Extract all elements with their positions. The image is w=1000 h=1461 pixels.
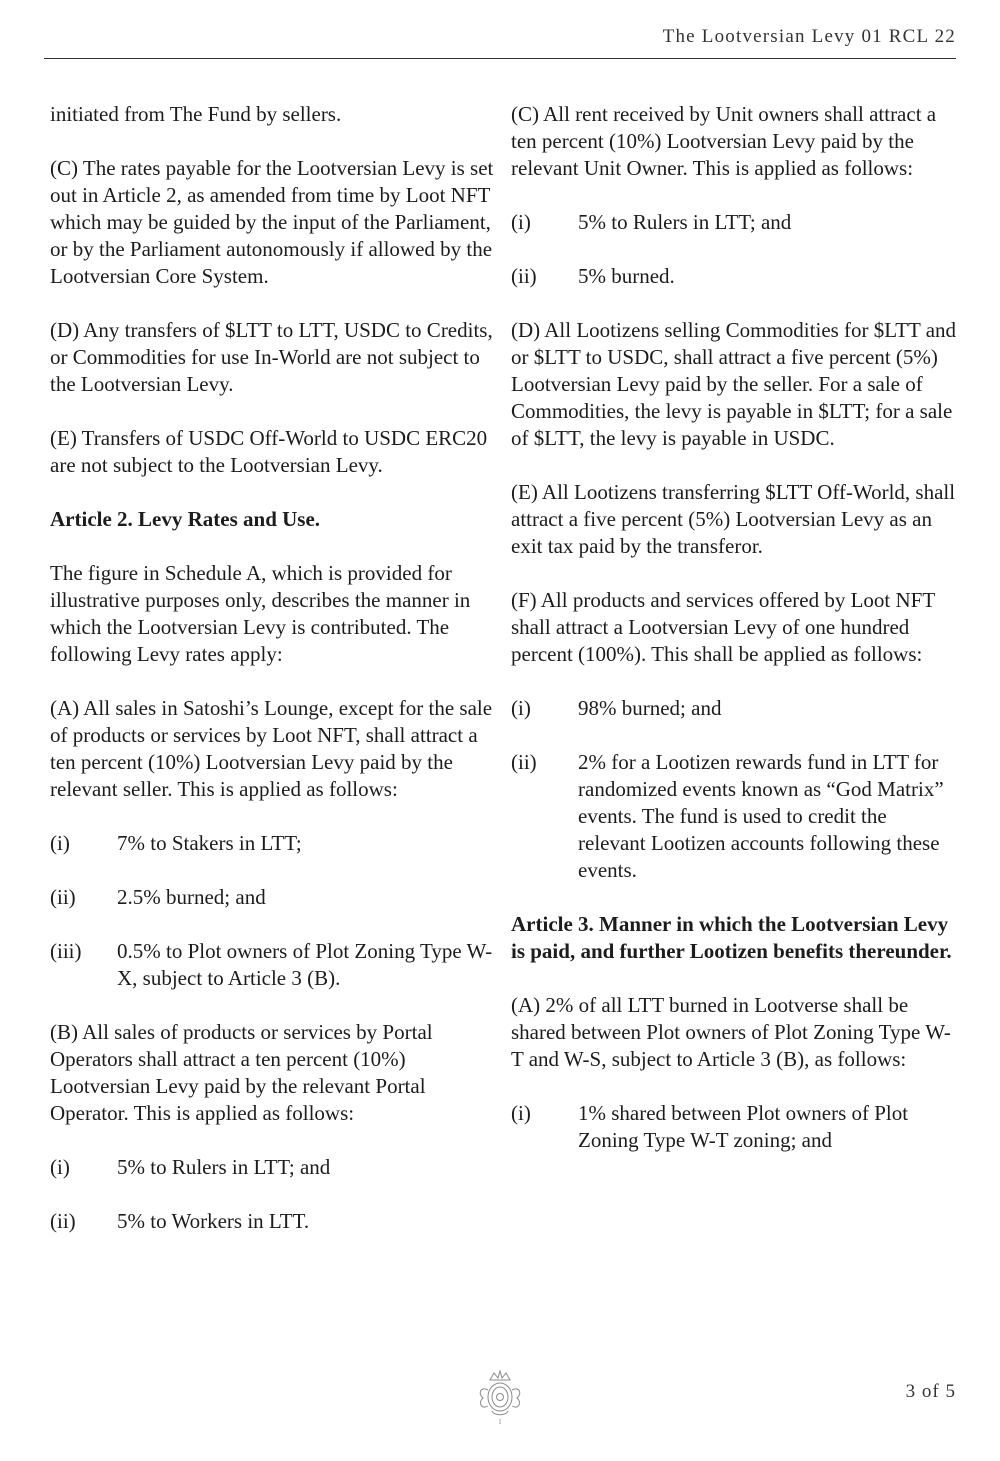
list-item [50,830,498,857]
paragraph: initiated from The Fund by sellers. [50,102,342,126]
paragraph: The figure in Schedule A, which is provided for illustrative purposes only, describes the manner in which the Lootversian Levy is contributed. The following Levy rates apply: [50,561,471,666]
paragraph: (C) All rent received by Unit owners shall attract a ten percent (10%) Lootversian Levy paid by the relevant Unit Owner. This is applied as follows: [511,102,937,180]
right-column [511,101,959,1181]
list-item [511,1100,959,1154]
list-number: (ii) [50,1209,76,1233]
paragraph: (A) 2% of all LTT burned in Lootverse shall be shared between Plot owners of Plot Zoning Type W-T and W-S, subject to Article 3 (B), as follows: [511,993,951,1071]
paragraph: (D) All Lootizens selling Commodities for $LTT and or $LTT to USDC, shall attract a five percent (5%) Lootversian Levy paid by the seller. For a sale of Commodities, the levy is payable in $LTT; for a sale of $LTT, the levy is payable in USDC. [511,318,957,450]
list-text: 0.5% to Plot owners of Plot Zoning Type W-X, subject to Article 3 (B). [117,939,493,990]
paragraph: (C) The rates payable for the Lootversian Levy is set out in Article 2, as amended from time by Loot NFT which may be guided by the input of the Parliament, or by the Parliament autonomously if allowed by the Lootversian Core System. [50,156,494,288]
article-heading: Article 2. Levy Rates and Use. [50,507,321,531]
list-text: 5% burned. [578,264,675,288]
list-number: (i) [50,1155,70,1179]
list-number: (iii) [50,939,82,963]
list-text: 2.5% burned; and [117,885,266,909]
list-item [50,884,498,911]
list-number: (i) [50,831,70,855]
seal-mark: I [498,1418,502,1426]
list-number: (ii) [511,750,537,774]
list-item [511,263,959,290]
article-heading: Article 3. Manner in which the Lootversian Levy is paid, and further Lootizen benefits thereunder. [511,912,952,963]
list-text: 5% to Workers in LTT. [117,1209,310,1233]
paragraph: (A) All sales in Satoshi’s Lounge, except for the sale of products or services by Loot NFT, shall attract a ten percent (10%) Lootversian Levy paid by the relevant seller. This is applied as follows: [50,696,493,801]
page-header [44,26,956,59]
document-title: The Lootversian Levy 01 RCL 22 [662,26,956,47]
left-column [50,101,498,1262]
paragraph: (F) All products and services offered by Loot NFT shall attract a Lootversian Levy of one hundred percent (100%). This shall be applied as follows: [511,588,935,666]
paragraph: (E) All Lootizens transferring $LTT Off-World, shall attract a five percent (5%) Lootversian Levy as an exit tax paid by the transferor. [511,480,956,558]
page-number: 3 of 5 [905,1381,956,1402]
list-text: 1% shared between Plot owners of Plot Zoning Type W-T zoning; and [578,1101,909,1152]
list-number: (i) [511,696,531,720]
list-item [511,695,959,722]
list-number: (i) [511,1101,531,1125]
list-text: 5% to Rulers in LTT; and [117,1155,331,1179]
paragraph: (B) All sales of products or services by Portal Operators shall attract a ten percent (10%) Lootversian Levy paid by the relevant Portal Operator. This is applied as follows: [50,1020,433,1125]
list-number: (ii) [50,885,76,909]
list-item [50,1154,498,1181]
list-item [511,209,959,236]
list-item [511,749,959,884]
list-number: (ii) [511,264,537,288]
list-text: 7% to Stakers in LTT; [117,831,302,855]
list-text: 5% to Rulers in LTT; and [578,210,792,234]
list-item [50,938,498,992]
seal-icon [474,1368,526,1428]
paragraph: (E) Transfers of USDC Off-World to USDC ERC20 are not subject to the Lootversian Levy. [50,426,488,477]
list-text: 98% burned; and [578,696,722,720]
list-text: 2% for a Lootizen rewards fund in LTT for randomized events known as “God Matrix” events. The fund is used to credit the relevant Lootizen accounts following these events. [578,750,944,882]
list-item [50,1208,498,1235]
paragraph: (D) Any transfers of $LTT to LTT, USDC to Credits, or Commodities for use In-World are not subject to the Lootversian Levy. [50,318,493,396]
list-number: (i) [511,210,531,234]
